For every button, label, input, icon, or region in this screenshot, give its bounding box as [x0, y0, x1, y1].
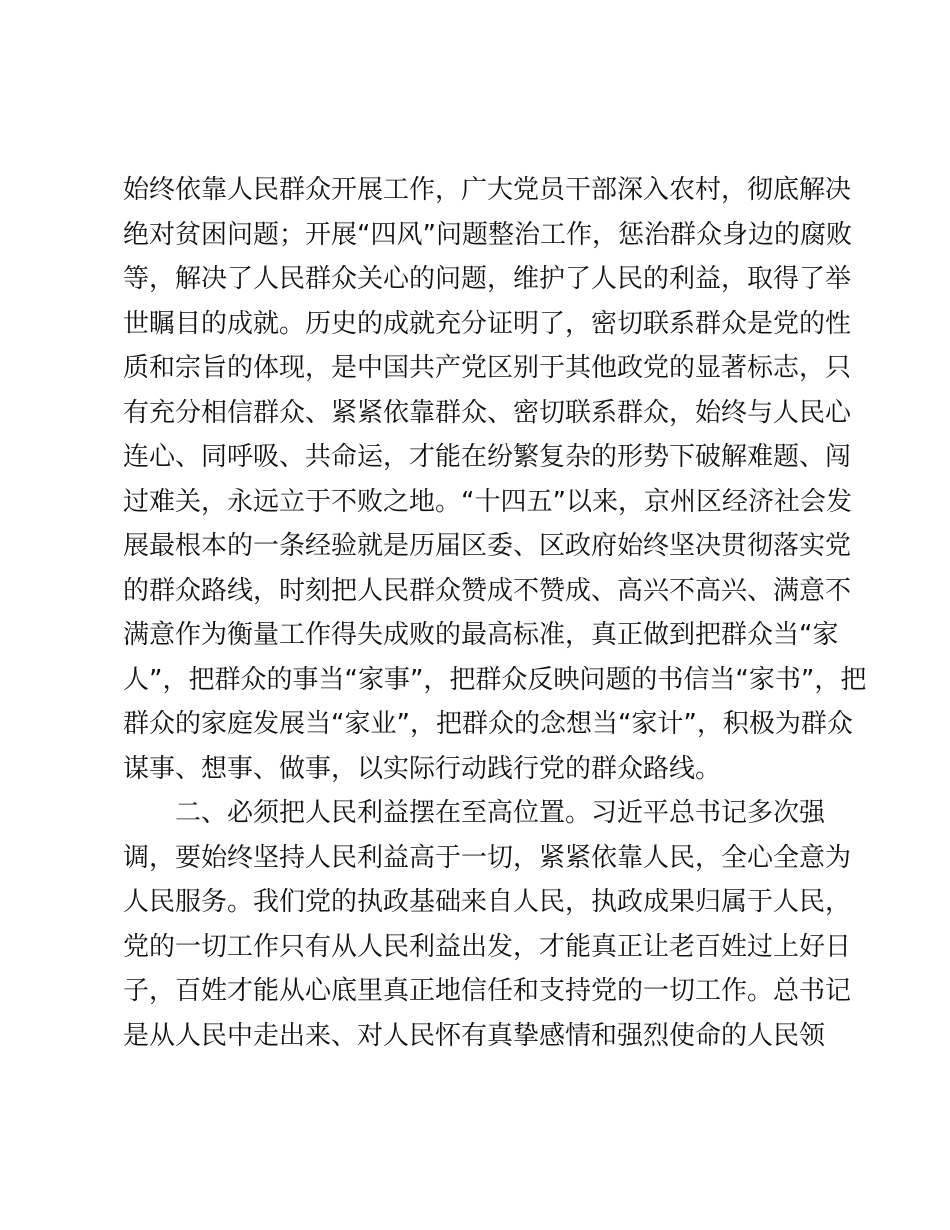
text-line: 质和宗旨的体现，是中国共产党区别于其他政党的显著标志，只 — [123, 353, 852, 383]
text-line: 谋事、想事、做事，以实际行动践行党的群众路线。 — [123, 753, 722, 784]
text-line: 展最根本的一条经验就是历届区委、区政府始终坚决贯彻落实党 — [123, 531, 852, 561]
text-line: 世瞩目的成就。历史的成就充分证明了，密切联系群众是党的性 — [123, 308, 852, 339]
text-line: 连心、同呼吸、共命运，才能在纷繁复杂的形势下破解难题、闯 — [123, 442, 852, 472]
text-line: 二、必须把人民利益摆在至高位置。习近平总书记多次强 — [123, 798, 826, 828]
text-line: 子，百姓才能从心底里真正地信任和支持党的一切工作。总书记 — [123, 976, 852, 1006]
body-text — [123, 168, 867, 1058]
text-line: 过难关，永远立于不败之地。“十四五”以来，京州区经济社会发 — [123, 486, 852, 517]
text-line: 的群众路线，时刻把人民群众赞成不赞成、高兴不高兴、满意不 — [123, 575, 852, 606]
text-line: 党的一切工作只有从人民利益出发，才能真正让老百姓过上好日 — [123, 931, 852, 962]
text-line: 人”，把群众的事当“家事”，把群众反映问题的书信当“家书”，把 — [123, 664, 867, 695]
text-line: 是从人民中走出来、对人民怀有真挚感情和强烈使命的人民领 — [123, 1020, 826, 1051]
text-line: 绝对贫困问题；开展“四风”问题整治工作，惩治群众身边的腐败 — [123, 219, 852, 250]
text-line: 人民服务。我们党的执政基础来自人民，执政成果归属于人民， — [123, 887, 852, 917]
text-line: 满意作为衡量工作得失成败的最高标准，真正做到把群众当“家 — [123, 620, 839, 650]
text-line: 有充分相信群众、紧紧依靠群众、密切联系群众，始终与人民心 — [123, 397, 852, 428]
text-line: 始终依靠人民群众开展工作，广大党员干部深入农村，彻底解决 — [123, 175, 852, 205]
text-line: 调，要始终坚持人民利益高于一切，紧紧依靠人民，全心全意为 — [123, 842, 852, 873]
text-line: 等，解决了人民群众关心的问题，维护了人民的利益，取得了举 — [123, 264, 852, 294]
text-line: 群众的家庭发展当“家业”，把群众的念想当“家计”，积极为群众 — [123, 709, 853, 739]
